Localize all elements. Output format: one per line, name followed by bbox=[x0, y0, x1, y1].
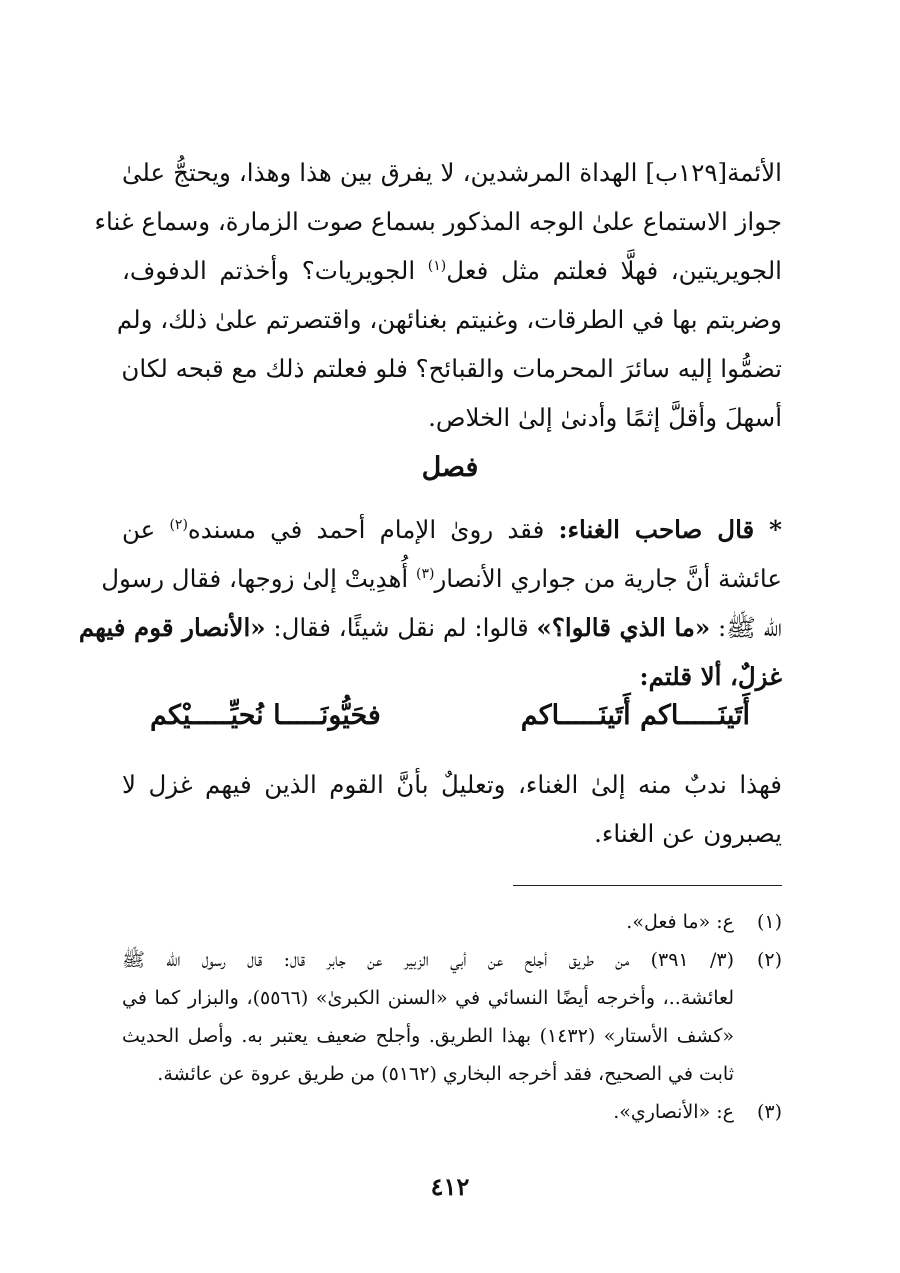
footnote-item bbox=[122, 941, 782, 1093]
footnote-line: (٣/ ٣٩١) من طريق أجلح عن أبي الزبير عن جابر قال: قال رسول الله ﷺ bbox=[122, 949, 734, 971]
text-line: فهذا ندبٌ منه إلىٰ الغناء، وتعليلٌ بأنَّ القوم الذين فيهم غزل لا bbox=[122, 770, 782, 799]
footnotes bbox=[122, 903, 782, 1131]
text-line bbox=[122, 505, 782, 554]
speaker-label: * قال صاحب الغناء: bbox=[558, 515, 782, 544]
main-paragraph bbox=[94, 148, 782, 442]
hadith-quote: «ما الذي قالوا؟» bbox=[536, 613, 711, 642]
footnote-marker[interactable]: (٢) bbox=[169, 516, 188, 533]
text-fragment: أُهدِيتْ إلىٰ زوجها، فقال رسول bbox=[101, 564, 409, 593]
footnote-item bbox=[122, 903, 782, 941]
footnote-line: لعائشة..، وأخرجه أيضًا النسائي في «السنن الكبرىٰ» (٥٥٦٦)، والبزار كما في bbox=[122, 987, 734, 1009]
footnote-number: (١) bbox=[756, 911, 782, 933]
section-heading: فصل bbox=[421, 452, 479, 483]
footnote-line: «كشف الأستار» (١٤٣٢) بهذا الطريق. وأجلح ضعيف يعتبر به. وأصل الحديث bbox=[122, 1025, 734, 1047]
text-fragment: قالوا: لم نقل شيئًا، فقال: bbox=[273, 613, 529, 642]
text-line: جواز الاستماع علىٰ الوجه المذكور بسماع صوت الزمارة، وسماع غناء bbox=[94, 207, 782, 236]
footnote-line: ع: «ما فعل». bbox=[626, 911, 734, 933]
poem-verse bbox=[150, 700, 750, 731]
footnote-line: ع: «الأنصاري». bbox=[613, 1101, 734, 1123]
text-fragment: فقد روىٰ الإمام أحمد في مسنده bbox=[187, 515, 545, 544]
text-fragment: الله ﷺ: bbox=[718, 613, 782, 642]
text-fragment: عن bbox=[122, 515, 156, 544]
footnote-body bbox=[122, 941, 734, 1093]
footnote-body bbox=[122, 1093, 734, 1131]
text-line bbox=[122, 246, 782, 295]
poem-hemistich-first: أَتَينَـــــاكم أَتَينَـــــاكم bbox=[520, 700, 750, 731]
text-fragment: عائشة أنَّ جارية من جواري الأنصار bbox=[434, 564, 782, 593]
closing-paragraph bbox=[122, 760, 782, 858]
section-paragraph bbox=[78, 505, 782, 701]
text-line: الأئمة[١٢٩ب] الهداة المرشدين، لا يفرق بين هذا وهذا، ويحتجُّ علىٰ bbox=[122, 158, 782, 187]
footnote-item bbox=[122, 1093, 782, 1131]
text-line: وضربتم بها في الطرقات، وغنيتم بغنائهن، واقتصرتم علىٰ ذلك، ولم bbox=[116, 305, 782, 334]
text-line bbox=[101, 554, 782, 603]
footnote-line: ثابت في الصحيح، فقد أخرجه البخاري (٥١٦٢) من طريق عروة عن عائشة. bbox=[157, 1063, 734, 1085]
poem-hemistich-second: فحَيُّونَـــــا نُحيِّـــــيْكم bbox=[150, 700, 381, 731]
footnote-separator bbox=[513, 885, 782, 886]
text-line: تضمُّوا إليه سائرَ المحرمات والقبائح؟ فلو فعلتم ذلك مع قبحه لكان bbox=[121, 354, 782, 383]
footnote-number: (٢) bbox=[756, 949, 782, 971]
hadith-quote: «الأنصار قوم فيهم bbox=[78, 613, 266, 642]
text-line: أسهلَ وأقلَّ إثمًا وأدنىٰ إلىٰ الخلاص. bbox=[428, 403, 782, 432]
footnote-marker[interactable]: (١) bbox=[427, 257, 447, 274]
text-fragment: الجويريتين، فهلَّا فعلتم مثل فعل bbox=[446, 256, 782, 285]
footnote-marker[interactable]: (٣) bbox=[415, 565, 435, 582]
text-line: غزلٌ، ألا قلتم: bbox=[639, 662, 782, 691]
footnote-body bbox=[122, 903, 734, 941]
footnote-number: (٣) bbox=[756, 1101, 782, 1123]
text-line bbox=[78, 603, 782, 652]
page-number: ٤١٢ bbox=[430, 1172, 470, 1201]
text-fragment: الجويريات؟ وأخذتم الدفوف، bbox=[122, 256, 416, 285]
text-line: يصبرون عن الغناء. bbox=[594, 819, 782, 848]
